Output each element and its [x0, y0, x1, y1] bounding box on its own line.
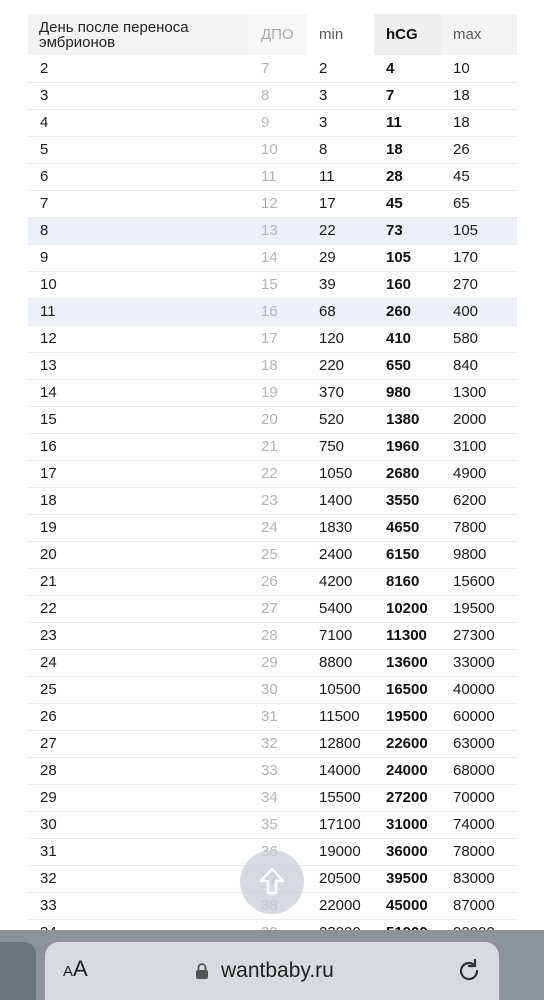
table-row	[28, 568, 517, 595]
cell-hcg: 8160	[374, 568, 441, 595]
cell-min: 11500	[307, 703, 374, 730]
cell-dpo: 19	[248, 379, 307, 406]
cell-dpo: 15	[248, 271, 307, 298]
table-row	[28, 676, 517, 703]
cell-day: 7	[28, 190, 248, 217]
table-row	[28, 487, 517, 514]
cell-hcg: 650	[374, 352, 441, 379]
cell-max: 4900	[441, 460, 517, 487]
cell-max: 2000	[441, 406, 517, 433]
cell-max: 87000	[441, 892, 517, 919]
cell-max: 26	[441, 136, 517, 163]
cell-hcg: 36000	[374, 838, 441, 865]
cell-dpo: 18	[248, 352, 307, 379]
cell-dpo: 26	[248, 568, 307, 595]
cell-hcg: 4650	[374, 514, 441, 541]
cell-day: 12	[28, 325, 248, 352]
previous-tab-edge[interactable]	[0, 942, 36, 1000]
cell-max: 19500	[441, 595, 517, 622]
cell-min: 22	[307, 217, 374, 244]
cell-hcg: 27200	[374, 784, 441, 811]
cell-min: 750	[307, 433, 374, 460]
cell-dpo: 12	[248, 190, 307, 217]
cell-max: 9800	[441, 541, 517, 568]
cell-day: 2	[28, 55, 248, 82]
table-row	[28, 55, 517, 82]
cell-max: 170	[441, 244, 517, 271]
header-min: min	[307, 14, 374, 55]
cell-min: 11	[307, 163, 374, 190]
cell-max: 68000	[441, 757, 517, 784]
cell-min: 8800	[307, 649, 374, 676]
cell-hcg: 260	[374, 298, 441, 325]
cell-hcg: 73	[374, 217, 441, 244]
cell-hcg: 3550	[374, 487, 441, 514]
cell-day: 15	[28, 406, 248, 433]
cell-max: 270	[441, 271, 517, 298]
scroll-to-top-button[interactable]	[240, 850, 304, 914]
table-row	[28, 298, 517, 325]
cell-dpo: 20	[248, 406, 307, 433]
header-day-after-transfer: День после переноса эмбрионов	[28, 14, 248, 55]
cell-max: 105	[441, 217, 517, 244]
cell-day: 30	[28, 811, 248, 838]
hcg-table	[28, 14, 517, 947]
table-row	[28, 514, 517, 541]
cell-max: 60000	[441, 703, 517, 730]
cell-hcg: 11300	[374, 622, 441, 649]
cell-dpo: 29	[248, 649, 307, 676]
cell-hcg: 24000	[374, 757, 441, 784]
table-row	[28, 757, 517, 784]
cell-dpo: 24	[248, 514, 307, 541]
cell-max: 18	[441, 109, 517, 136]
table-row	[28, 730, 517, 757]
cell-max: 63000	[441, 730, 517, 757]
cell-dpo: 31	[248, 703, 307, 730]
cell-hcg: 45	[374, 190, 441, 217]
cell-dpo: 7	[248, 55, 307, 82]
cell-hcg: 39500	[374, 865, 441, 892]
cell-min: 3	[307, 82, 374, 109]
arrow-up-icon	[259, 867, 285, 897]
cell-min: 39	[307, 271, 374, 298]
cell-day: 18	[28, 487, 248, 514]
reload-icon[interactable]	[455, 957, 483, 985]
cell-min: 20500	[307, 865, 374, 892]
table-row	[28, 406, 517, 433]
cell-max: 15600	[441, 568, 517, 595]
cell-dpo: 17	[248, 325, 307, 352]
cell-day: 13	[28, 352, 248, 379]
cell-day: 17	[28, 460, 248, 487]
cell-day: 25	[28, 676, 248, 703]
cell-hcg: 22600	[374, 730, 441, 757]
url-display[interactable]	[195, 955, 334, 987]
cell-max: 70000	[441, 784, 517, 811]
cell-dpo: 10	[248, 136, 307, 163]
cell-day: 28	[28, 757, 248, 784]
text-size-small-glyph: A	[63, 963, 74, 980]
cell-hcg: 4	[374, 55, 441, 82]
cell-dpo: 9	[248, 109, 307, 136]
table-row	[28, 325, 517, 352]
cell-hcg: 7	[374, 82, 441, 109]
url-text: wantbaby.ru	[221, 959, 334, 982]
cell-day: 8	[28, 217, 248, 244]
table-header-row	[28, 14, 517, 55]
cell-day: 31	[28, 838, 248, 865]
cell-hcg: 6150	[374, 541, 441, 568]
cell-hcg: 11	[374, 109, 441, 136]
cell-day: 23	[28, 622, 248, 649]
cell-day: 3	[28, 82, 248, 109]
table-row	[28, 703, 517, 730]
cell-dpo: 32	[248, 730, 307, 757]
table-row	[28, 460, 517, 487]
cell-min: 12800	[307, 730, 374, 757]
cell-hcg: 18	[374, 136, 441, 163]
cell-day: 24	[28, 649, 248, 676]
cell-min: 2400	[307, 541, 374, 568]
cell-hcg: 31000	[374, 811, 441, 838]
cell-min: 220	[307, 352, 374, 379]
cell-day: 19	[28, 514, 248, 541]
cell-min: 17	[307, 190, 374, 217]
table-row	[28, 541, 517, 568]
cell-hcg: 1380	[374, 406, 441, 433]
cell-min: 1830	[307, 514, 374, 541]
table-row	[28, 379, 517, 406]
table-row	[28, 433, 517, 460]
cell-hcg: 10200	[374, 595, 441, 622]
cell-min: 14000	[307, 757, 374, 784]
table-row	[28, 163, 517, 190]
hcg-table-container	[28, 14, 517, 947]
cell-hcg: 160	[374, 271, 441, 298]
cell-dpo: 34	[248, 784, 307, 811]
cell-min: 4200	[307, 568, 374, 595]
cell-dpo: 27	[248, 595, 307, 622]
table-row	[28, 217, 517, 244]
cell-min: 8	[307, 136, 374, 163]
cell-max: 74000	[441, 811, 517, 838]
cell-dpo: 30	[248, 676, 307, 703]
cell-day: 26	[28, 703, 248, 730]
cell-day: 27	[28, 730, 248, 757]
table-body	[28, 55, 517, 946]
header-dpo: ДПО	[248, 14, 307, 55]
address-bar[interactable]	[45, 942, 499, 1000]
header-max: max	[441, 14, 517, 55]
cell-dpo: 8	[248, 82, 307, 109]
cell-day: 20	[28, 541, 248, 568]
cell-min: 10500	[307, 676, 374, 703]
header-hcg: hCG	[374, 14, 441, 55]
cell-dpo: 33	[248, 757, 307, 784]
cell-dpo: 14	[248, 244, 307, 271]
cell-max: 83000	[441, 865, 517, 892]
cell-max: 400	[441, 298, 517, 325]
cell-max: 840	[441, 352, 517, 379]
table-row	[28, 82, 517, 109]
cell-max: 27300	[441, 622, 517, 649]
cell-day: 11	[28, 298, 248, 325]
table-row	[28, 649, 517, 676]
cell-min: 1050	[307, 460, 374, 487]
text-size-button[interactable]	[63, 956, 88, 986]
cell-min: 17100	[307, 811, 374, 838]
cell-dpo: 28	[248, 622, 307, 649]
cell-max: 33000	[441, 649, 517, 676]
cell-day: 14	[28, 379, 248, 406]
cell-max: 18	[441, 82, 517, 109]
cell-max: 1300	[441, 379, 517, 406]
cell-dpo: 22	[248, 460, 307, 487]
cell-min: 68	[307, 298, 374, 325]
cell-min: 7100	[307, 622, 374, 649]
cell-day: 16	[28, 433, 248, 460]
cell-max: 78000	[441, 838, 517, 865]
cell-hcg: 45000	[374, 892, 441, 919]
cell-day: 10	[28, 271, 248, 298]
cell-hcg: 2680	[374, 460, 441, 487]
cell-min: 520	[307, 406, 374, 433]
cell-max: 45	[441, 163, 517, 190]
cell-min: 5400	[307, 595, 374, 622]
cell-min: 2	[307, 55, 374, 82]
cell-max: 3100	[441, 433, 517, 460]
cell-hcg: 28	[374, 163, 441, 190]
cell-min: 120	[307, 325, 374, 352]
cell-dpo: 23	[248, 487, 307, 514]
cell-day: 4	[28, 109, 248, 136]
table-row	[28, 784, 517, 811]
cell-day: 21	[28, 568, 248, 595]
cell-dpo: 25	[248, 541, 307, 568]
cell-day: 9	[28, 244, 248, 271]
table-row	[28, 136, 517, 163]
cell-min: 22000	[307, 892, 374, 919]
cell-day: 33	[28, 892, 248, 919]
table-row	[28, 595, 517, 622]
cell-hcg: 19500	[374, 703, 441, 730]
cell-hcg: 16500	[374, 676, 441, 703]
cell-hcg: 410	[374, 325, 441, 352]
cell-day: 22	[28, 595, 248, 622]
cell-hcg: 1960	[374, 433, 441, 460]
cell-max: 40000	[441, 676, 517, 703]
table-row	[28, 244, 517, 271]
text-size-large-glyph: A	[73, 956, 88, 981]
cell-min: 15500	[307, 784, 374, 811]
table-row	[28, 622, 517, 649]
cell-hcg: 105	[374, 244, 441, 271]
table-row	[28, 190, 517, 217]
cell-min: 19000	[307, 838, 374, 865]
table-row	[28, 352, 517, 379]
cell-min: 3	[307, 109, 374, 136]
cell-dpo: 13	[248, 217, 307, 244]
cell-hcg: 13600	[374, 649, 441, 676]
cell-dpo: 16	[248, 298, 307, 325]
cell-min: 29	[307, 244, 374, 271]
cell-max: 6200	[441, 487, 517, 514]
cell-day: 29	[28, 784, 248, 811]
cell-day: 5	[28, 136, 248, 163]
cell-day: 6	[28, 163, 248, 190]
cell-max: 580	[441, 325, 517, 352]
cell-min: 370	[307, 379, 374, 406]
cell-max: 10	[441, 55, 517, 82]
cell-dpo: 21	[248, 433, 307, 460]
cell-min: 1400	[307, 487, 374, 514]
cell-dpo: 35	[248, 811, 307, 838]
cell-max: 7800	[441, 514, 517, 541]
cell-day: 32	[28, 865, 248, 892]
lock-icon	[195, 962, 209, 980]
cell-max: 65	[441, 190, 517, 217]
cell-dpo: 11	[248, 163, 307, 190]
cell-hcg: 980	[374, 379, 441, 406]
table-row	[28, 271, 517, 298]
table-row	[28, 109, 517, 136]
table-row	[28, 811, 517, 838]
